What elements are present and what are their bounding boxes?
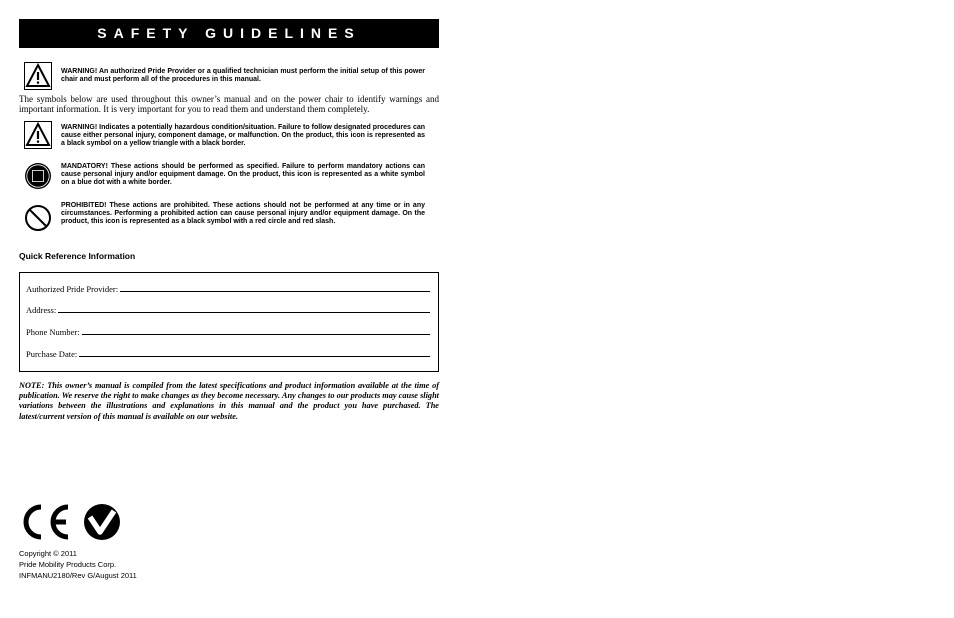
prohibited-symbol-text: PROHIBITED! These actions are prohibited. These actions should not be performed at any time or in any circumstances. Performing a prohibited action can cause personal injury and/or equipment damage. On the product, this icon is represented as a black symbol with a red circle and red slash. — [61, 202, 425, 226]
phone-line[interactable] — [82, 334, 430, 335]
setup-warning-text: WARNING! An authorized Pride Provider or a qualified technician must perform the initial setup of this power chair and must perform all of the procedures in this manual. — [61, 68, 425, 84]
mandatory-symbol-text: MANDATORY! These actions should be performed as specified. Failure to perform mandatory actions can cause personal injury and/or equipment damage. On the product, this icon is represented as a white symbol on a blue dot with a white border. — [61, 163, 425, 187]
document-revision-line: INFMANU2180/Rev G/August 2011 — [19, 570, 137, 580]
purchase-date-field[interactable] — [26, 347, 430, 359]
phone-label: Phone Number: — [26, 327, 80, 337]
prohibited-icon — [24, 204, 52, 232]
address-field[interactable] — [26, 303, 430, 315]
warning-triangle-icon — [24, 121, 52, 149]
provider-field[interactable] — [26, 282, 430, 294]
ce-mark-icon — [19, 503, 73, 541]
note-paragraph: NOTE: This owner’s manual is compiled from the latest specifications and product information available at the time of publication. We reserve the right to make changes as they become necessary. Any changes to our products may cause slight variations between the illustrations and explanations in this manual and the product you have purchased. The latest/current version of this manual is available on our website. — [19, 381, 439, 421]
warning-triangle-icon — [24, 62, 52, 90]
page-title: SAFETY GUIDELINES — [19, 19, 439, 48]
copyright-block — [19, 549, 137, 581]
company-line: Pride Mobility Products Corp. — [19, 559, 117, 569]
copyright-line: Copyright © 2011 — [19, 549, 77, 558]
quick-reference-heading: Quick Reference Information — [19, 251, 136, 261]
purchase-date-label: Purchase Date: — [26, 349, 78, 359]
quick-reference-form — [19, 272, 439, 372]
warning-symbol-text: WARNING! Indicates a potentially hazardous condition/situation. Failure to follow designated procedures can cause either personal injury, component damage, or malfunction. On the product, this icon is represented as a black symbol on a yellow triangle with a black border. — [61, 124, 425, 148]
phone-field[interactable] — [26, 325, 430, 337]
address-label: Address: — [26, 305, 57, 315]
intro-paragraph: The symbols below are used throughout this owner’s manual and on the power chair to identify warnings and important information. It is very important for you to read them and understand them completely. — [19, 94, 439, 114]
provider-label: Authorized Pride Provider: — [26, 284, 119, 294]
purchase-date-line[interactable] — [79, 356, 430, 357]
c-tick-mark-icon — [83, 503, 121, 541]
mandatory-dot-icon — [24, 162, 52, 190]
address-line[interactable] — [58, 312, 430, 313]
provider-line[interactable] — [120, 291, 430, 292]
